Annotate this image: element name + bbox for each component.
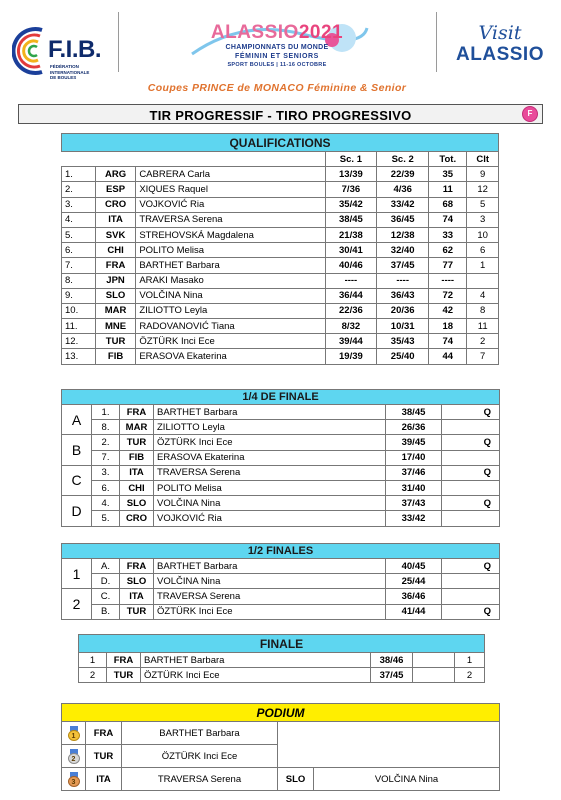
score1-cell: 36/44 (325, 288, 377, 303)
country-cell: CRO (120, 511, 154, 526)
country-cell: FRA (120, 405, 154, 420)
header-divider (436, 12, 437, 72)
podium-title: PODIUM (62, 704, 500, 722)
qualified-cell (442, 480, 500, 495)
score1-cell: 21/38 (325, 227, 377, 242)
seed-cell: B. (92, 604, 120, 619)
player-name-cell: POLITO Melisa (136, 243, 325, 258)
qualification-row (62, 258, 499, 273)
classement-cell: 2 (467, 334, 499, 349)
qualifications-title: QUALIFICATIONS (62, 134, 499, 152)
total-cell: 74 (429, 334, 467, 349)
total-cell: ---- (429, 273, 467, 288)
qualified-cell: Q (442, 435, 500, 450)
country-cell: FRA (86, 722, 122, 745)
position-cell: 2 (79, 668, 107, 683)
qualification-row (62, 197, 499, 212)
alassio-text: ALASSIO (456, 44, 544, 65)
player-name-cell: TRAVERSA Serena (136, 212, 325, 227)
score-cell: 31/40 (386, 480, 442, 495)
total-cell: 44 (429, 349, 467, 364)
player-name-cell: ERASOVA Ekaterina (136, 349, 325, 364)
medal-icon (67, 749, 81, 764)
seed-cell: 4. (92, 496, 120, 511)
country-cell: TUR (120, 604, 154, 619)
score2-cell: 33/42 (377, 197, 429, 212)
medal-cell (62, 768, 86, 791)
country-cell: MAR (120, 420, 154, 435)
score-cell: 38/46 (371, 653, 413, 668)
score-cell: 17/40 (386, 450, 442, 465)
total-cell: 11 (429, 182, 467, 197)
country-cell: FRA (107, 653, 141, 668)
country-cell: ARG (95, 167, 136, 182)
qualified-cell (442, 511, 500, 526)
group-label-cell: 2 (62, 589, 92, 619)
group-label-cell: D (62, 496, 92, 526)
country-cell: ITA (95, 212, 136, 227)
score-cell: 36/46 (386, 589, 442, 604)
rank-cell: 10. (62, 303, 96, 318)
bracket-row (62, 574, 500, 589)
country-cell: FRA (120, 559, 154, 574)
player-name-cell: TRAVERSA Serena (122, 768, 278, 791)
total-cell: 62 (429, 243, 467, 258)
total-cell: 42 (429, 303, 467, 318)
qualification-row (62, 303, 499, 318)
qualification-row (62, 167, 499, 182)
score-cell: 38/45 (386, 405, 442, 420)
score-cell: 40/45 (386, 559, 442, 574)
score-cell: 25/44 (386, 574, 442, 589)
country-cell: ITA (120, 465, 154, 480)
position-cell: 1 (79, 653, 107, 668)
final-rank-cell: 2 (455, 668, 485, 683)
rank-cell: 2. (62, 182, 96, 197)
qualified-cell (442, 574, 500, 589)
country-cell: TUR (86, 745, 122, 768)
score2-cell: 36/43 (377, 288, 429, 303)
final-rank-cell: 1 (455, 653, 485, 668)
event-title (122, 22, 432, 44)
country-cell: MAR (95, 303, 136, 318)
classement-cell: 12 (467, 182, 499, 197)
score1-cell: 19/39 (325, 349, 377, 364)
total-cell: 35 (429, 167, 467, 182)
score2-cell: 10/31 (377, 319, 429, 334)
score2-cell: 22/39 (377, 167, 429, 182)
country-cell: FRA (95, 258, 136, 273)
bracket-row (62, 450, 500, 465)
fib-emblem-icon (12, 26, 48, 76)
medal-cell (62, 722, 86, 745)
country-cell: SLO (278, 768, 314, 791)
player-name-cell: ÖZTÜRK Inci Ece (154, 435, 386, 450)
score-cell: 37/45 (371, 668, 413, 683)
bracket-row (62, 435, 500, 450)
qualified-cell: Q (442, 604, 500, 619)
score2-cell: 32/40 (377, 243, 429, 258)
total-cell: 72 (429, 288, 467, 303)
seed-cell: 3. (92, 465, 120, 480)
total-cell: 33 (429, 227, 467, 242)
bracket-row (62, 604, 500, 619)
seed-cell: A. (92, 559, 120, 574)
empty-cell (413, 668, 455, 683)
qualified-cell: Q (442, 559, 500, 574)
fib-subtitle-line: FÉDÉRATION (50, 64, 79, 69)
country-cell: ESP (95, 182, 136, 197)
rank-cell: 12. (62, 334, 96, 349)
player-name-cell: STREHOVSKÁ Magdalena (136, 227, 325, 242)
podium-row (62, 768, 500, 791)
classement-cell (467, 273, 499, 288)
total-cell: 77 (429, 258, 467, 273)
bracket-row (62, 496, 500, 511)
header-spacer (62, 152, 326, 167)
event-category: FÉMININ ET SENIORS (235, 53, 319, 60)
country-cell: SLO (120, 496, 154, 511)
fib-logo-subtitle (50, 64, 110, 81)
country-cell: CRO (95, 197, 136, 212)
seed-cell: 5. (92, 511, 120, 526)
podium-row (62, 722, 500, 745)
event-dates: SPORT BOULES | 11-16 OCTOBRE (227, 62, 327, 68)
score1-cell: 35/42 (325, 197, 377, 212)
bracket-row (62, 480, 500, 495)
rank-cell: 8. (62, 273, 96, 288)
final-row (79, 668, 485, 683)
score2-cell: 4/36 (377, 182, 429, 197)
country-cell: FIB (95, 349, 136, 364)
col-total-header: Tot. (429, 152, 467, 167)
country-cell: FIB (120, 450, 154, 465)
qualification-row (62, 212, 499, 227)
quarter-finals-table (61, 389, 500, 527)
qualifications-table (61, 133, 499, 365)
qualification-row (62, 243, 499, 258)
bracket-row (62, 465, 500, 480)
player-name-cell: VOLČINA Nina (154, 496, 386, 511)
player-name-cell: ZILIOTTO Leyla (154, 420, 386, 435)
rank-cell: 3. (62, 197, 96, 212)
document-header (0, 0, 561, 92)
page-title: TIR PROGRESSIF - TIRO PROGRESSIVO (149, 108, 412, 123)
classement-cell: 5 (467, 197, 499, 212)
seed-cell: 6. (92, 480, 120, 495)
total-cell: 68 (429, 197, 467, 212)
player-name-cell: CABRERA Carla (136, 167, 325, 182)
col-classement-header: Clt (467, 152, 499, 167)
score1-cell: 38/45 (325, 212, 377, 227)
score2-cell: 12/38 (377, 227, 429, 242)
rank-cell: 6. (62, 243, 96, 258)
podium-table (61, 703, 500, 791)
seed-cell: 7. (92, 450, 120, 465)
fib-subtitle-line: DE BOULES (50, 75, 77, 80)
country-cell: JPN (95, 273, 136, 288)
rank-cell: 7. (62, 258, 96, 273)
fib-logo (10, 20, 120, 86)
player-name-cell: POLITO Melisa (154, 480, 386, 495)
country-cell: SVK (95, 227, 136, 242)
seed-cell: 2. (92, 435, 120, 450)
score-cell: 39/45 (386, 435, 442, 450)
score-cell: 33/42 (386, 511, 442, 526)
player-name-cell: ARAKI Masako (136, 273, 325, 288)
player-name-cell: VOLČINA Nina (154, 574, 386, 589)
score1-cell: 40/46 (325, 258, 377, 273)
medal-icon (67, 726, 81, 741)
country-cell: ITA (120, 589, 154, 604)
medal-icon (67, 772, 81, 787)
seed-cell: 8. (92, 420, 120, 435)
bracket-row (62, 405, 500, 420)
qualification-row (62, 319, 499, 334)
title-bar (18, 104, 543, 124)
total-cell: 74 (429, 212, 467, 227)
rank-cell: 4. (62, 212, 96, 227)
bracket-row (62, 589, 500, 604)
qualified-cell (442, 420, 500, 435)
player-name-cell: ÖZTÜRK Inci Ece (136, 334, 325, 349)
qualification-row (62, 288, 499, 303)
score1-cell: 13/39 (325, 167, 377, 182)
country-cell: ITA (86, 768, 122, 791)
country-cell: CHI (95, 243, 136, 258)
bracket-row (62, 559, 500, 574)
player-name-cell: XIQUES Raquel (136, 182, 325, 197)
score1-cell: ---- (325, 273, 377, 288)
col-sc2-header: Sc. 2 (377, 152, 429, 167)
visit-alassio-logo (448, 22, 552, 78)
fib-subtitle-line: INTERNATIONALE (50, 69, 90, 75)
event-logo (122, 14, 432, 94)
player-name-cell: ZILIOTTO Leyla (136, 303, 325, 318)
classement-cell: 1 (467, 258, 499, 273)
classement-cell: 4 (467, 288, 499, 303)
score2-cell: 37/45 (377, 258, 429, 273)
qualified-cell (442, 450, 500, 465)
qualified-cell (442, 589, 500, 604)
player-name-cell: VOJKOVIĆ Ria (154, 511, 386, 526)
rank-cell: 11. (62, 319, 96, 334)
classement-cell: 7 (467, 349, 499, 364)
player-name-cell: BARTHET Barbara (154, 559, 386, 574)
qualified-cell: Q (442, 405, 500, 420)
qualified-cell: Q (442, 496, 500, 511)
player-name-cell: VOLČINA Nina (314, 768, 500, 791)
medal-disc: 3 (68, 776, 80, 787)
rank-cell: 1. (62, 167, 96, 182)
seed-cell: D. (92, 574, 120, 589)
qualified-cell: Q (442, 465, 500, 480)
quarter-finals-title: 1/4 DE FINALE (62, 390, 500, 405)
player-name-cell: BARTHET Barbara (122, 722, 278, 745)
medal-cell (62, 745, 86, 768)
group-label-cell: A (62, 405, 92, 435)
header-divider (118, 12, 119, 72)
group-label-cell: 1 (62, 559, 92, 589)
classement-cell: 10 (467, 227, 499, 242)
rank-cell: 9. (62, 288, 96, 303)
rank-cell: 5. (62, 227, 96, 242)
score2-cell: 36/45 (377, 212, 429, 227)
country-cell: MNE (95, 319, 136, 334)
player-name-cell: ERASOVA Ekaterina (154, 450, 386, 465)
player-name-cell: BARTHET Barbara (154, 405, 386, 420)
group-label-cell: C (62, 465, 92, 495)
event-title-word: ALASSIO (210, 22, 299, 43)
score2-cell: 35/43 (377, 334, 429, 349)
final-table (78, 634, 485, 683)
medal-disc: 1 (68, 730, 80, 741)
player-name-cell: ÖZTÜRK Inci Ece (141, 668, 371, 683)
semi-finals-table (61, 543, 500, 620)
score-cell: 37/43 (386, 496, 442, 511)
score1-cell: 7/36 (325, 182, 377, 197)
player-name-cell: VOLČINA Nina (136, 288, 325, 303)
player-name-cell: BARTHET Barbara (141, 653, 371, 668)
score1-cell: 39/44 (325, 334, 377, 349)
rank-cell: 13. (62, 349, 96, 364)
player-name-cell: TRAVERSA Serena (154, 589, 386, 604)
classement-cell: 6 (467, 243, 499, 258)
score2-cell: ---- (377, 273, 429, 288)
empty-cell (413, 653, 455, 668)
country-cell: SLO (95, 288, 136, 303)
score2-cell: 25/40 (377, 349, 429, 364)
score1-cell: 22/36 (325, 303, 377, 318)
qualification-row (62, 273, 499, 288)
classement-cell: 11 (467, 319, 499, 334)
score1-cell: 8/32 (325, 319, 377, 334)
empty-cell (278, 722, 500, 768)
fib-logo-name: F.I.B. (48, 36, 102, 63)
country-cell: CHI (120, 480, 154, 495)
event-title-year: 2021 (298, 22, 344, 43)
final-title: FINALE (79, 635, 485, 653)
seed-cell: 1. (92, 405, 120, 420)
qualifications-header-row (62, 152, 499, 167)
final-row (79, 653, 485, 668)
country-cell: SLO (120, 574, 154, 589)
seed-cell: C. (92, 589, 120, 604)
visit-text: Visit (478, 22, 522, 44)
country-cell: TUR (120, 435, 154, 450)
player-name-cell: BARTHET Barbara (136, 258, 325, 273)
qualification-row (62, 227, 499, 242)
semi-finals-title: 1/2 FINALES (62, 544, 500, 559)
player-name-cell: RADOVANOVIĆ Tiana (136, 319, 325, 334)
score-cell: 26/36 (386, 420, 442, 435)
bracket-row (62, 511, 500, 526)
player-name-cell: ÖZTÜRK Inci Ece (122, 745, 278, 768)
player-name-cell: TRAVERSA Serena (154, 465, 386, 480)
qualification-row (62, 182, 499, 197)
medal-disc: 2 (68, 753, 80, 764)
score-cell: 37/46 (386, 465, 442, 480)
score2-cell: 20/36 (377, 303, 429, 318)
classement-cell: 9 (467, 167, 499, 182)
country-cell: TUR (107, 668, 141, 683)
bracket-row (62, 420, 500, 435)
category-badge-right: F (522, 106, 538, 122)
score-cell: 41/44 (386, 604, 442, 619)
event-coupes: Coupes PRINCE de MONACO Féminine & Senior (147, 82, 407, 94)
group-label-cell: B (62, 435, 92, 465)
qualification-row (62, 334, 499, 349)
classement-cell: 8 (467, 303, 499, 318)
col-sc1-header: Sc. 1 (325, 152, 377, 167)
player-name-cell: ÖZTÜRK Inci Ece (154, 604, 386, 619)
qualification-row (62, 349, 499, 364)
classement-cell: 3 (467, 212, 499, 227)
total-cell: 18 (429, 319, 467, 334)
score1-cell: 30/41 (325, 243, 377, 258)
player-name-cell: VOJKOVIĆ Ria (136, 197, 325, 212)
event-subtitle: CHAMPIONNATS DU MONDE (225, 44, 329, 51)
country-cell: TUR (95, 334, 136, 349)
